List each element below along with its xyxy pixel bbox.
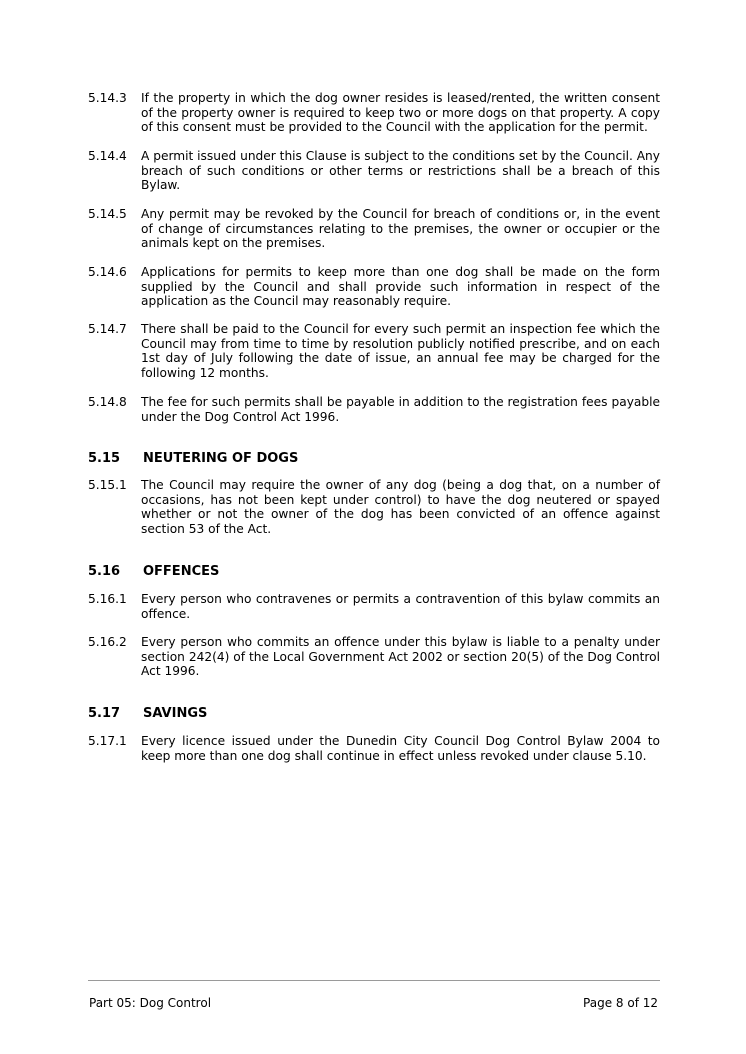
clause-text: The Council may require the owner of any dog (being a dog that, on a number of occasions, has not been kept under control) to have the dog neutered or spayed whether or not the owner of the dog has been convicted of an offence against section 53 of the Act. <box>141 478 660 536</box>
clause-5-16-2 <box>88 635 660 679</box>
clause-text: The fee for such permits shall be payable in addition to the registration fees payable under the Dog Control Act 1996. <box>141 395 660 424</box>
clause-5-14-3 <box>88 91 660 135</box>
clause-5-14-5 <box>88 207 660 251</box>
clause-number: 5.16.1 <box>88 592 127 606</box>
clause-5-14-4 <box>88 149 660 193</box>
clause-number: 5.17.1 <box>88 734 127 748</box>
clause-5-17-1 <box>88 734 660 763</box>
clause-number: 5.16.2 <box>88 635 127 649</box>
clause-5-14-7 <box>88 322 660 380</box>
clause-text: Every person who contravenes or permits a contravention of this bylaw commits an offence. <box>141 592 660 621</box>
clause-number: 5.14.6 <box>88 265 127 279</box>
section-title: SAVINGS <box>143 706 208 721</box>
clause-number: 5.14.4 <box>88 149 127 163</box>
clause-number: 5.15.1 <box>88 478 127 492</box>
footer-part-title: Part 05: Dog Control <box>89 996 212 1010</box>
clause-text: There shall be paid to the Council for every such permit an inspection fee which the Council may from time to time by resolution publicly notified prescribe, and on each 1st day of July following the date of issue, an annual fee may be charged for the following 12 months. <box>141 322 660 380</box>
clause-number: 5.14.5 <box>88 207 127 221</box>
footer-page-number: Page 8 of 12 <box>583 996 658 1010</box>
clause-text: If the property in which the dog owner resides is leased/rented, the written consent of the property owner is required to keep two or more dogs on that property. A copy of this consent must be provided to the Council with the application for the permit. <box>141 91 660 135</box>
section-heading-5-15 <box>88 451 298 467</box>
clause-text: Applications for permits to keep more than one dog shall be made on the form supplied by the Council and shall provide such information in respect of the application as the Council may reasonably require. <box>141 265 660 309</box>
clause-text: Every person who commits an offence under this bylaw is liable to a penalty under section 242(4) of the Local Government Act 2002 or section 20(5) of the Dog Control Act 1996. <box>141 635 660 679</box>
section-number: 5.17 <box>88 706 121 721</box>
section-title: NEUTERING OF DOGS <box>143 451 299 466</box>
clause-number: 5.14.7 <box>88 322 127 336</box>
clause-text: Any permit may be revoked by the Council for breach of conditions or, in the event of change of circumstances relating to the premises, the owner or occupier or the animals kept on the premises. <box>141 207 660 251</box>
clause-number: 5.14.3 <box>88 91 127 105</box>
clause-5-14-6 <box>88 265 660 309</box>
clause-number: 5.14.8 <box>88 395 127 409</box>
section-number: 5.15 <box>88 451 121 466</box>
clause-text: A permit issued under this Clause is subject to the conditions set by the Council. Any breach of such conditions or other terms or restrictions shall be a breach of this Bylaw. <box>141 149 660 193</box>
clause-5-16-1 <box>88 592 660 621</box>
clause-5-15-1 <box>88 478 660 536</box>
clause-text: Every licence issued under the Dunedin City Council Dog Control Bylaw 2004 to keep more than one dog shall continue in effect unless revoked under clause 5.10. <box>141 734 660 763</box>
section-heading-5-17 <box>88 706 207 722</box>
section-title: OFFENCES <box>143 564 220 579</box>
clause-5-14-8 <box>88 395 660 424</box>
section-heading-5-16 <box>88 564 219 580</box>
footer-divider <box>88 980 660 981</box>
section-number: 5.16 <box>88 564 121 579</box>
